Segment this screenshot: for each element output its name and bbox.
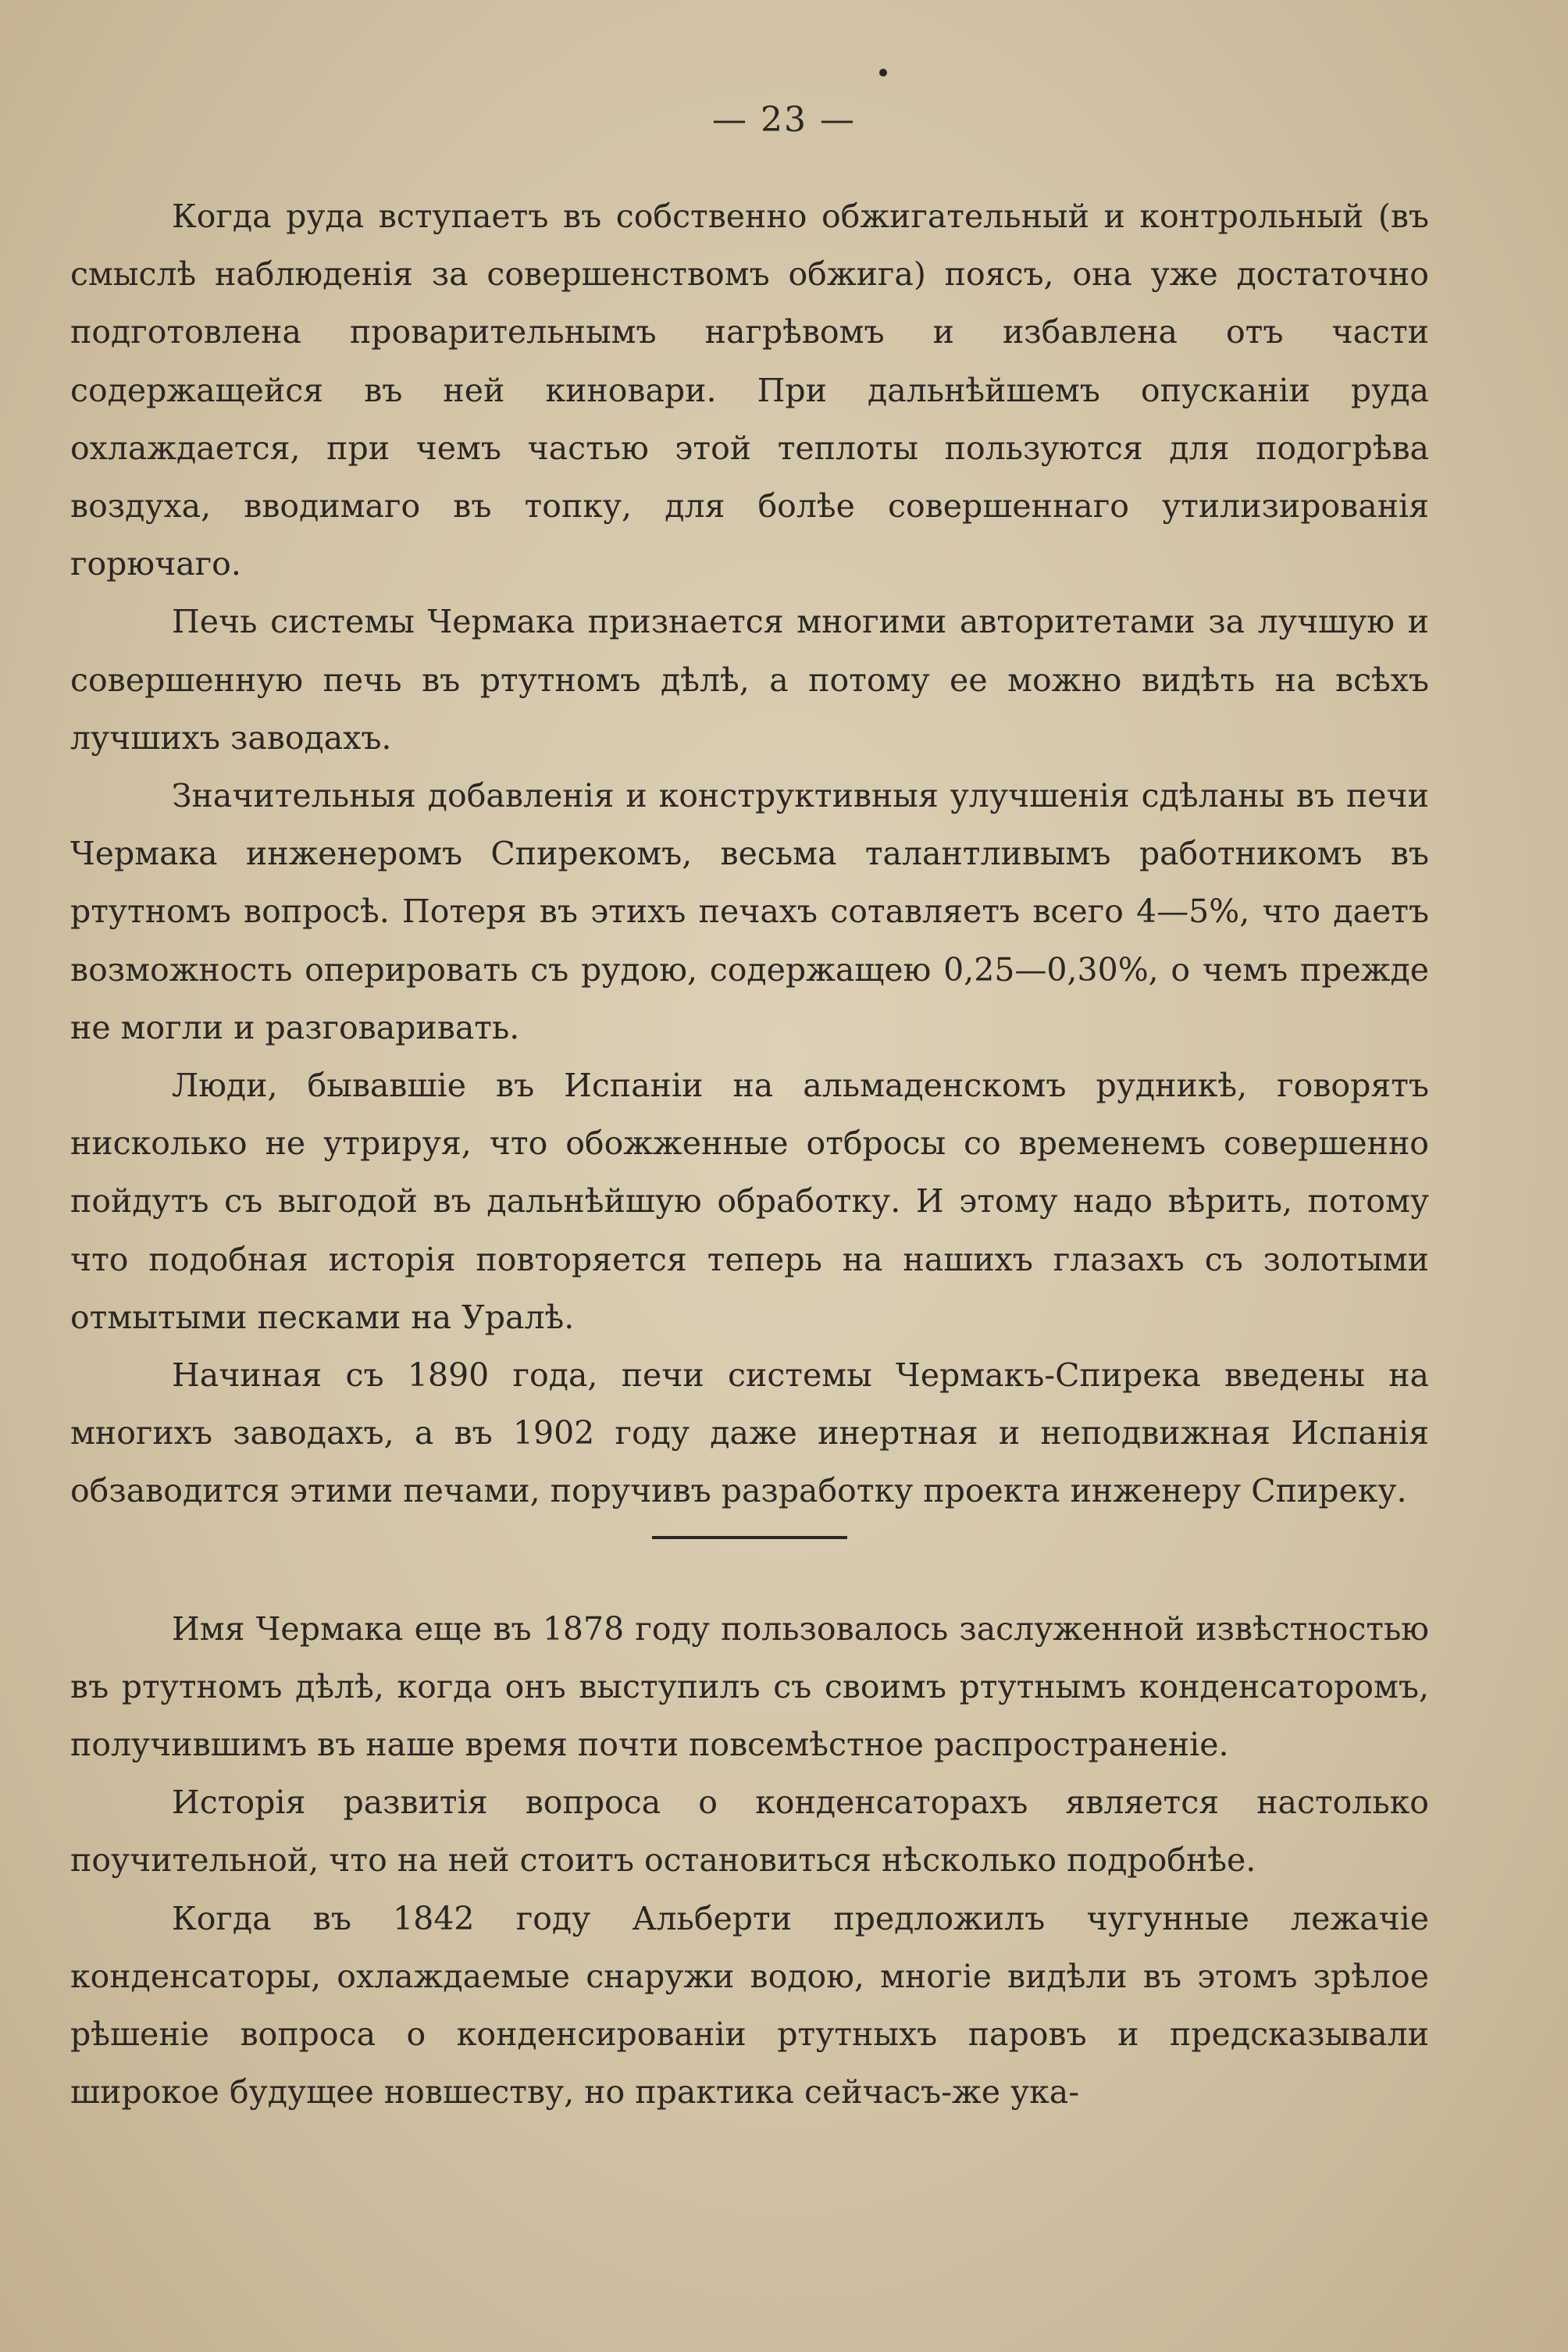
paragraph: Люди, бывавшіе въ Испаніи на альмаденскомъ рудникѣ, говорятъ нисколько не утрируя, что обожженные отбросы со временемъ совершенно пойдутъ съ выгодой въ дальнѣйшую обработку. И этому надо вѣрить, потому что подобная исторія повторяется теперь на нашихъ глазахъ съ золотыми отмытыми песками на Уралѣ.: [70, 1067, 1429, 1336]
paragraph: Когда руда вступаетъ въ собственно обжигательный и контрольный (въ смыслѣ наблюденія за совершенствомъ обжига) поясъ, она уже достаточно подготовлена проварительнымъ нагрѣвомъ и избавлена отъ части содержащейся въ ней киновари. При дальнѣйшемъ опусканіи руда охлаждается, при чемъ частью этой теплоты пользуются для подогрѣва воздуха, вводимаго въ топку, для болѣе совершеннаго утилизированія горючаго.: [70, 198, 1429, 583]
page-number: — 23 —: [712, 100, 856, 140]
paragraph: Печь системы Чермака признается многими авторитетами за лучшую и совершенную печь въ ртутномъ дѣлѣ, а потому ее можно видѣть на всѣхъ лучшихъ заводахъ.: [70, 603, 1429, 757]
paragraph: Исторія развитія вопроса о конденсаторахъ является настолько поучительной, что на ней стоитъ остановиться нѣсколько подробнѣе.: [70, 1784, 1429, 1880]
paragraph: Значительныя добавленія и конструктивныя улучшенія сдѣланы въ печи Чермака инженеромъ Спирекомъ, весьма талантливымъ работникомъ въ ртутномъ вопросѣ. Потеря въ этихъ печахъ сотавляетъ всего 4—5%, что даетъ возможность оперировать съ рудою, содержащею 0,25—0,30%, о чемъ прежде не могли и разговаривать.: [70, 777, 1429, 1046]
paragraph: Имя Чермака еще въ 1878 году пользовалось заслуженной извѣстностью въ ртутномъ дѣлѣ, когда онъ выступилъ съ своимъ ртутнымъ конденсаторомъ, получившимъ въ наше время почти повсемѣстное распространеніе.: [70, 1609, 1429, 1764]
section-divider: [652, 1536, 847, 1539]
body-text: [70, 187, 1429, 2122]
paragraph: Начиная съ 1890 года, печи системы Чермакъ-Спирека введены на многихъ заводахъ, а въ 1902 году даже инертная и неподвижная Испанія обзаводится этими печами, поручивъ разработку проекта инженеру Спиреку.: [70, 1356, 1429, 1510]
ink-dot: [879, 69, 887, 77]
paragraph: Когда въ 1842 году Альберти предложилъ чугунные лежачіе конденсаторы, охлаждаемые снаружи водою, многіе видѣли въ этомъ зрѣлое рѣшеніе вопроса о конденсированіи ртутныхъ паровъ и предсказывали широкое будущее новшеству, но практика сейчасъ-же ука-: [70, 1899, 1429, 2111]
